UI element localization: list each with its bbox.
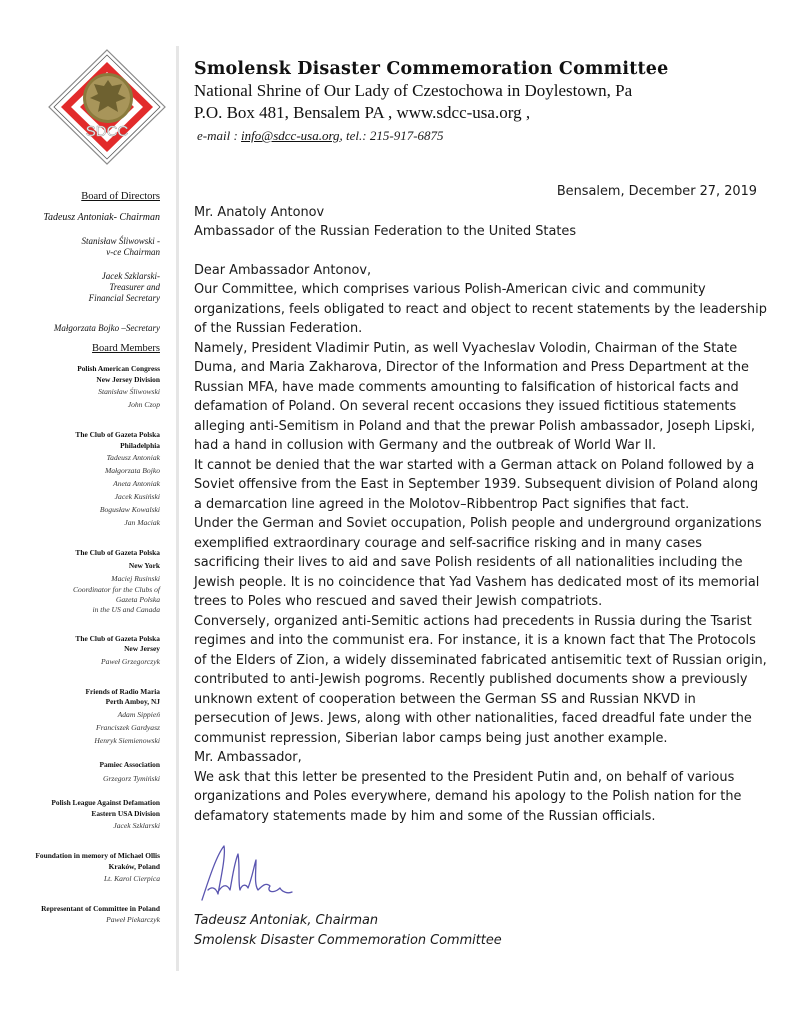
paragraph: Under the German and Soviet occupation, Polish people and underground organizations exemplified extraordinary courage and self-sacrifice risking and in many cases sacrificing their lives to aid and save Polish residents of all nationalities including the Jewish people. It is no coincidence that Yad Vashem has dedicated most of its memorial trees to Poles who rescued and saved their Jewish compatriots. — [194, 516, 762, 609]
signer-name: Tadeusz Antoniak, Chairman — [194, 913, 379, 928]
handwritten-signature — [198, 842, 298, 904]
signer-organization: Smolensk Disaster Commemoration Committee — [194, 932, 502, 948]
email-link[interactable]: info@sdcc-usa.org — [241, 128, 340, 143]
organization-name: Smolensk Disaster Commemoration Committee — [194, 59, 669, 79]
officer-treasurer-title-2: Financial Secretary — [88, 293, 160, 303]
officer-treasurer: Jacek Szklarski- — [101, 271, 160, 281]
member-group: The Club of Gazeta Polska New York Maciej Rusinski Coordinator for the Clubs of Gazeta Polska in the US and Canada — [72, 548, 160, 614]
phone-number: , tel.: 215-917-6875 — [339, 128, 444, 143]
recipient-name: Mr. Anatoly Antonov — [194, 204, 325, 220]
letterhead — [194, 58, 668, 146]
signature-block — [194, 911, 502, 950]
eagle-emblem-icon — [46, 48, 168, 166]
svg-text:SDCC: SDCC — [85, 123, 129, 140]
contact-line — [197, 126, 668, 146]
salutation: Dear Ambassador Antonov, — [194, 262, 372, 278]
sdcc-logo — [46, 48, 168, 166]
board-sidebar — [0, 190, 160, 924]
member-group: Friends of Radio Maria Perth Amboy, NJ Adam Sippień Franciszek Gardyasz Henryk Siemienowski — [85, 686, 160, 745]
member-group: Pamiec Association Grzegorz Tymiński — [99, 759, 160, 783]
recipient-title: Ambassador of the Russian Federation to the United States — [194, 224, 577, 239]
officer-treasurer-title-1: Treasurer and — [109, 282, 160, 292]
email-label: e-mail : — [197, 128, 242, 143]
member-group: Foundation in memory of Michael Ollis Kraków, Poland Lt. Karol Cierpica — [35, 851, 160, 883]
member-group: Representant of Committee in Poland Paweł Piekarczyk — [41, 904, 160, 924]
member-group: Polish American Congress New Jersey Division Stanisław Śliwowski John Czop — [77, 364, 160, 409]
member-group: The Club of Gazeta Polska Philadelphia Tadeusz Antoniak Małgorzata Bojko Aneta Antoniak Jacek Kusiński Bogusław Kowalski Jan Maciak — [75, 430, 160, 527]
officer-vice-chairman: Stanisław Śliwowski - — [81, 236, 160, 246]
organization-address: P.O. Box 481, Bensalem PA , www.sdcc-usa.org , — [194, 103, 531, 122]
paragraph: Namely, President Vladimir Putin, as well Vyacheslav Volodin, Chairman of the State Duma, and Maria Zakharova, Director of the Information and Press Department at the Russian MFA, have made comments amounting to falsification of historical facts and defamation of Poland. On several recent occasions they issued fictitious statements alleging anti-Semitism in Poland and that the prewar Polish ambassador, Joseph Lipski, had a hand in collusion with Germany and the outbreak of World War II. — [194, 340, 756, 453]
board-members-heading: Board Members — [92, 343, 160, 354]
vertical-divider — [176, 46, 179, 971]
letter-date: Bensalem, December 27, 2019 — [556, 184, 757, 199]
paragraph: Conversely, organized anti-Semitic actions had precedents in Russia during the Tsarist regimes and into the communist era. For instance, it is a known fact that The Protocols of the Elders of Zion, a widely disseminated fabricated antisemitic text of Russian origin, contributed to anti-Jewish pogroms. Recently published documents show a previously unknown extent of cooperation between the German SS and Russian NKVD in persecution of Jews. Jews, along with other nationalities, faced dreadful fate under the communist repression, Siberian labor camps being just another example. — [194, 613, 767, 746]
paragraph: Our Committee, which comprises various Polish-American civic and community organizations, feels obligated to react and object to recent statements by the leadership of the Russian Federation. — [194, 282, 767, 336]
member-group: Polish League Against Defamation Eastern USA Division Jacek Szklarski — [51, 798, 160, 830]
officer-vice-chairman-title: v-ce Chairman — [106, 247, 160, 257]
board-of-directors-heading: Board of Directors — [81, 191, 160, 202]
paragraph: We ask that this letter be presented to the President Putin and, on behalf of various organizations and Poles everywhere, demand his apology to the Polish nation for the defamatory statements made by him and some of the Russian officials. — [194, 769, 742, 824]
organization-location: National Shrine of Our Lady of Czestochowa in Doylestown, Pa — [194, 81, 633, 100]
member-group: The Club of Gazeta Polska New Jersey Paweł Grzegorczyk — [75, 633, 160, 666]
officer-chairman: Tadeusz Antoniak- Chairman — [43, 212, 160, 223]
signature-icon — [198, 842, 298, 904]
officer-secretary: Małgorzata Bojko –Secretary — [53, 323, 160, 333]
paragraph: It cannot be denied that the war started with a German attack on Poland followed by a Soviet offensive from the East in September 1939. Subsequent division of Poland along a demarcation line agreed in the Molotov–Ribbentrop Pact signifies that fact. — [194, 457, 759, 512]
paragraph: Mr. Ambassador, — [194, 750, 302, 765]
letter-body — [194, 180, 769, 826]
